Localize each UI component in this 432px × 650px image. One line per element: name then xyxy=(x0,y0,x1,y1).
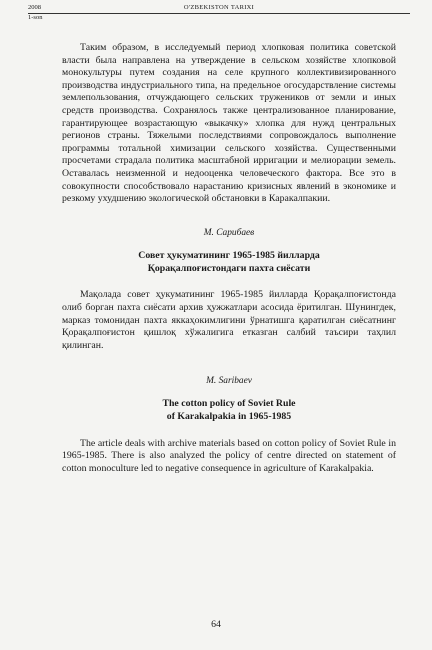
uzbek-title-line-1: Совет ҳукуматининг 1965-1985 йилларда xyxy=(138,249,320,261)
english-title-line-1: The cotton policy of Soviet Rule xyxy=(162,398,296,410)
page-number: 64 xyxy=(211,619,221,630)
uzbek-abstract-author: М. Сарибаев xyxy=(203,227,255,238)
header-rule xyxy=(28,13,410,14)
russian-summary-paragraph: Таким образом, в исследуемый период хлопковая политика советской власти была направлена на утверждение в сельском хозяйстве хлопковой монокультуры путем создания на селе крупного коллективизированного производства индустриального типа, на предельное огосударствление системы землепользования, отчуждающего сельских тружеников от земли и иных средств производства. Сохранялось также централизованное планирование, гарантирующее возрастающую «выкачку» хлопка для нужд центральных регионов страны. Тяжелыми последствиями сопровождалось выполнение программы тотальной химизации сельского хозяйства. Существенными просчетами страдала политика масштабной ирригации и мелиорации земель. Оставалась неизменной и недооценка человеческого фактора. Все это в совокупности способствовало нарастанию кризисных явлений в экономике и резкому ухудшению экологической обстановки в Каракалпакии. xyxy=(62,42,396,205)
header-year: 2008 xyxy=(28,4,41,11)
english-title-line-2: of Karakalpakia in 1965-1985 xyxy=(166,411,292,423)
english-abstract-paragraph: The article deals with archive materials based on cotton policy of Soviet Rule in 1965-1985. There is also analyzed the policy of centre directed on statement of cotton monoculture led to negative consequence in agriculture of Karakalpakia. xyxy=(62,437,396,475)
header-issue: 1-son xyxy=(28,14,43,21)
header-journal-title: O'ZBEKISTON TARIXI xyxy=(183,4,255,11)
english-abstract-title xyxy=(62,398,396,424)
page-header xyxy=(28,4,410,28)
uzbek-title-line-2: Қорақалпоғистондаги пахта сиёсати xyxy=(147,262,311,274)
page-content xyxy=(62,42,396,476)
english-abstract-author: M. Saribaev xyxy=(206,376,252,387)
uzbek-abstract-title xyxy=(62,250,396,276)
uzbek-abstract-paragraph: Мақолада совет ҳукуматининг 1965-1985 йилларда Қорақалпоғистонда олиб борган пахта сиёсати архив ҳужжатлари асосида ёритилган. Шунингдек, марказ томонидан пахта яккаҳокимлигини ўрнатишга қаратилган сиёсатнинг Қорақалпоғистон қишлоқ хўжалигига етказган салбий таъсири таҳлил қилинган. xyxy=(62,289,396,351)
